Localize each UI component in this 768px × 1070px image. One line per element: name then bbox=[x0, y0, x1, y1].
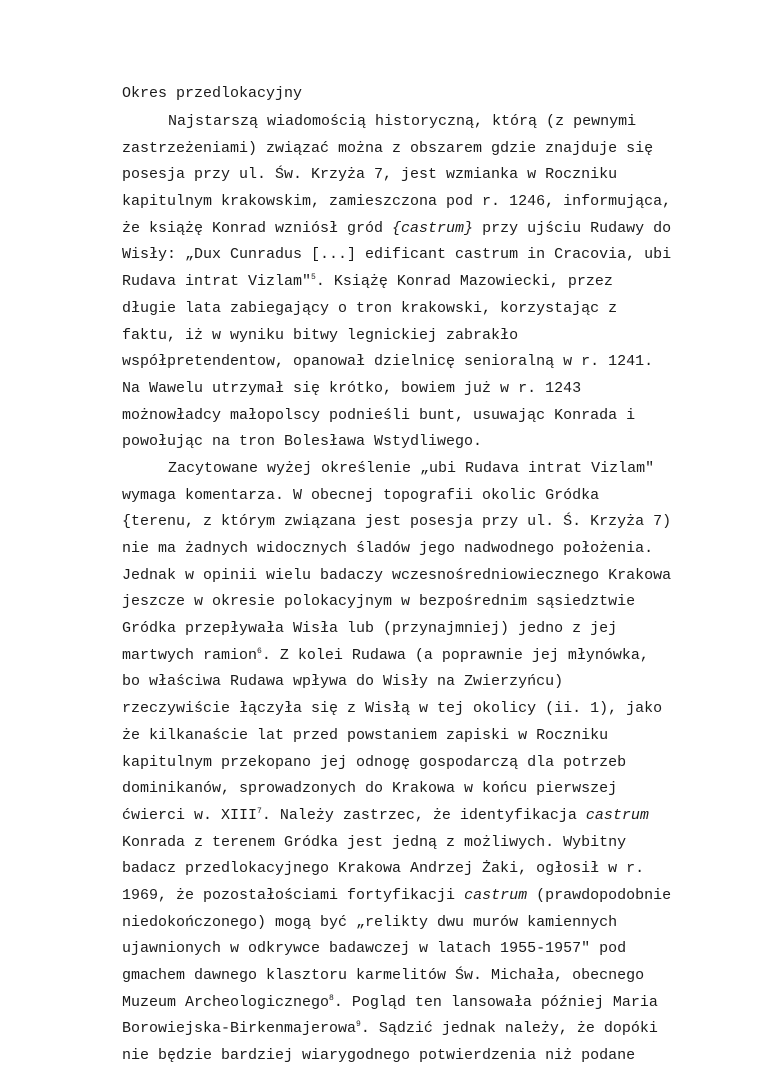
text-line: powołując na tron Bolesława Wstydliwego. bbox=[122, 433, 483, 451]
text-run: . Z kolei Rudawa (a poprawnie jej młynówka, bbox=[261, 646, 649, 664]
text-run: Borowiejska-Birkenmajerowa bbox=[122, 1020, 357, 1038]
footnote-ref: 7 bbox=[257, 806, 262, 816]
text-run: Rudava intrat Vizlam" bbox=[122, 273, 312, 291]
text-line: możnowładcy małopolscy podnieśli bunt, usuwając Konrada i bbox=[122, 406, 636, 424]
text-line: nie ma żadnych widocznych śladów jego nadwodnego położenia. bbox=[122, 540, 654, 557]
text-line: długie lata zabiegający o tron krakowski, korzystając z bbox=[122, 299, 618, 317]
text-line: Konrada z terenem Gródka jest jedną z możliwych. Wybitny bbox=[122, 833, 627, 851]
text-line: dominikanów, sprowadzonych do Krakowa w końcu pierwszej bbox=[122, 780, 618, 798]
text-line bbox=[122, 803, 762, 830]
text-line: kapitulnym przekopano jej odnogę gospodarczą dla potrzeb bbox=[122, 753, 627, 771]
footnote-ref: 5 bbox=[311, 273, 316, 283]
text-run: 1969, że pozostałościami fortyfikacji bbox=[122, 886, 465, 904]
text-line: nie będzie bardziej wiarygodnego potwierdzenia niż podane bbox=[122, 1047, 636, 1065]
text-line bbox=[122, 269, 762, 296]
text-line: że kilkanaście lat przed powstaniem zapiski w Roczniku bbox=[122, 726, 609, 744]
text-line bbox=[122, 1016, 762, 1043]
italic-term: castrum bbox=[464, 886, 528, 904]
text-line: wymaga komentarza. W obecnej topografii okolic Gródka bbox=[122, 486, 600, 504]
text-line: gmachem dawnego klasztoru karmelitów Św. Michała, obecnego bbox=[122, 967, 645, 984]
text-line: Najstarszą wiadomością historyczną, którą (z pewnymi bbox=[168, 113, 637, 130]
text-line: posesja przy ul. Św. Krzyża 7, jest wzmianka w Roczniku bbox=[122, 166, 618, 184]
text-line bbox=[122, 643, 762, 670]
text-run: że książę Konrad wzniósł gród bbox=[122, 219, 393, 237]
text-line: Na Wawelu utrzymał się krótko, bowiem już w r. 1243 bbox=[122, 379, 582, 397]
text-run: . Sądzić jednak należy, że dopóki bbox=[360, 1020, 658, 1038]
italic-term: {castrum} bbox=[392, 219, 474, 237]
body-text bbox=[122, 109, 762, 1070]
text-run: ćwierci w. XIII bbox=[122, 806, 258, 824]
text-line: Wisły: „Dux Cunradus [...] edificant castrum in Cracovia, ubi bbox=[122, 246, 672, 264]
text-run: Muzeum Archeologicznego bbox=[122, 993, 330, 1011]
footnote-ref: 6 bbox=[257, 646, 262, 656]
text-run: . Należy zastrzec, że identyfikacja bbox=[261, 806, 586, 824]
section-heading: Okres przedlokacyjny bbox=[122, 85, 303, 102]
italic-term: castrum bbox=[585, 806, 649, 824]
text-run: (prawdopodobnie bbox=[527, 886, 672, 904]
text-line: Zacytowane wyżej określenie „ubi Rudava intrat Vizlam" bbox=[168, 459, 655, 477]
text-line: kapitulnym krakowskim, zamieszczona pod r. 1246, informująca, bbox=[122, 193, 672, 211]
text-line: {terenu, z którym związana jest posesja przy ul. Ś. Krzyża 7) bbox=[122, 513, 672, 531]
text-line: faktu, iż w wyniku bitwy legnickiej zabrakło bbox=[122, 326, 519, 344]
footnote-ref: 8 bbox=[329, 993, 334, 1003]
text-line: ujawnionych w odkrywce badawczej w latach 1955-1957" pod bbox=[122, 940, 627, 958]
text-run: martwych ramion bbox=[122, 646, 258, 664]
text-line: Jednak w opinii wielu badaczy wczesnośredniowiecznego Krakowa bbox=[122, 566, 672, 584]
text-line: bo właściwa Rudawa wpływa do Wisły na Zwierzyńcu) bbox=[122, 673, 564, 691]
text-line: niedokończonego) mogą być „relikty dwu murów kamiennych bbox=[122, 913, 618, 931]
footnote-ref: 9 bbox=[356, 1020, 361, 1030]
text-line bbox=[122, 216, 762, 243]
text-run: . Książę Konrad Mazowiecki, przez bbox=[315, 273, 613, 291]
text-line bbox=[122, 883, 762, 910]
text-line: jeszcze w okresie polokacyjnym w bezpośrednim sąsiedztwie bbox=[122, 593, 636, 611]
text-line: rzeczywiście łączyła się z Wisłą w tej okolicy (ii. 1), jako bbox=[122, 700, 663, 718]
text-line: badacz przedlokacyjnego Krakowa Andrzej Żaki, ogłosił w r. bbox=[122, 860, 645, 878]
text-line: zastrzeżeniami) związać można z obszarem gdzie znajduje się bbox=[122, 139, 654, 157]
text-run: . Pogląd ten lansowała później Maria bbox=[333, 993, 658, 1011]
text-run: przy ujściu Rudawy do bbox=[473, 219, 672, 237]
text-line: Gródka przepływała Wisła lub (przynajmniej) jedno z jej bbox=[122, 620, 618, 638]
text-line: współpretendentow, opanował dzielnicę senioralną w r. 1241. bbox=[122, 353, 654, 371]
